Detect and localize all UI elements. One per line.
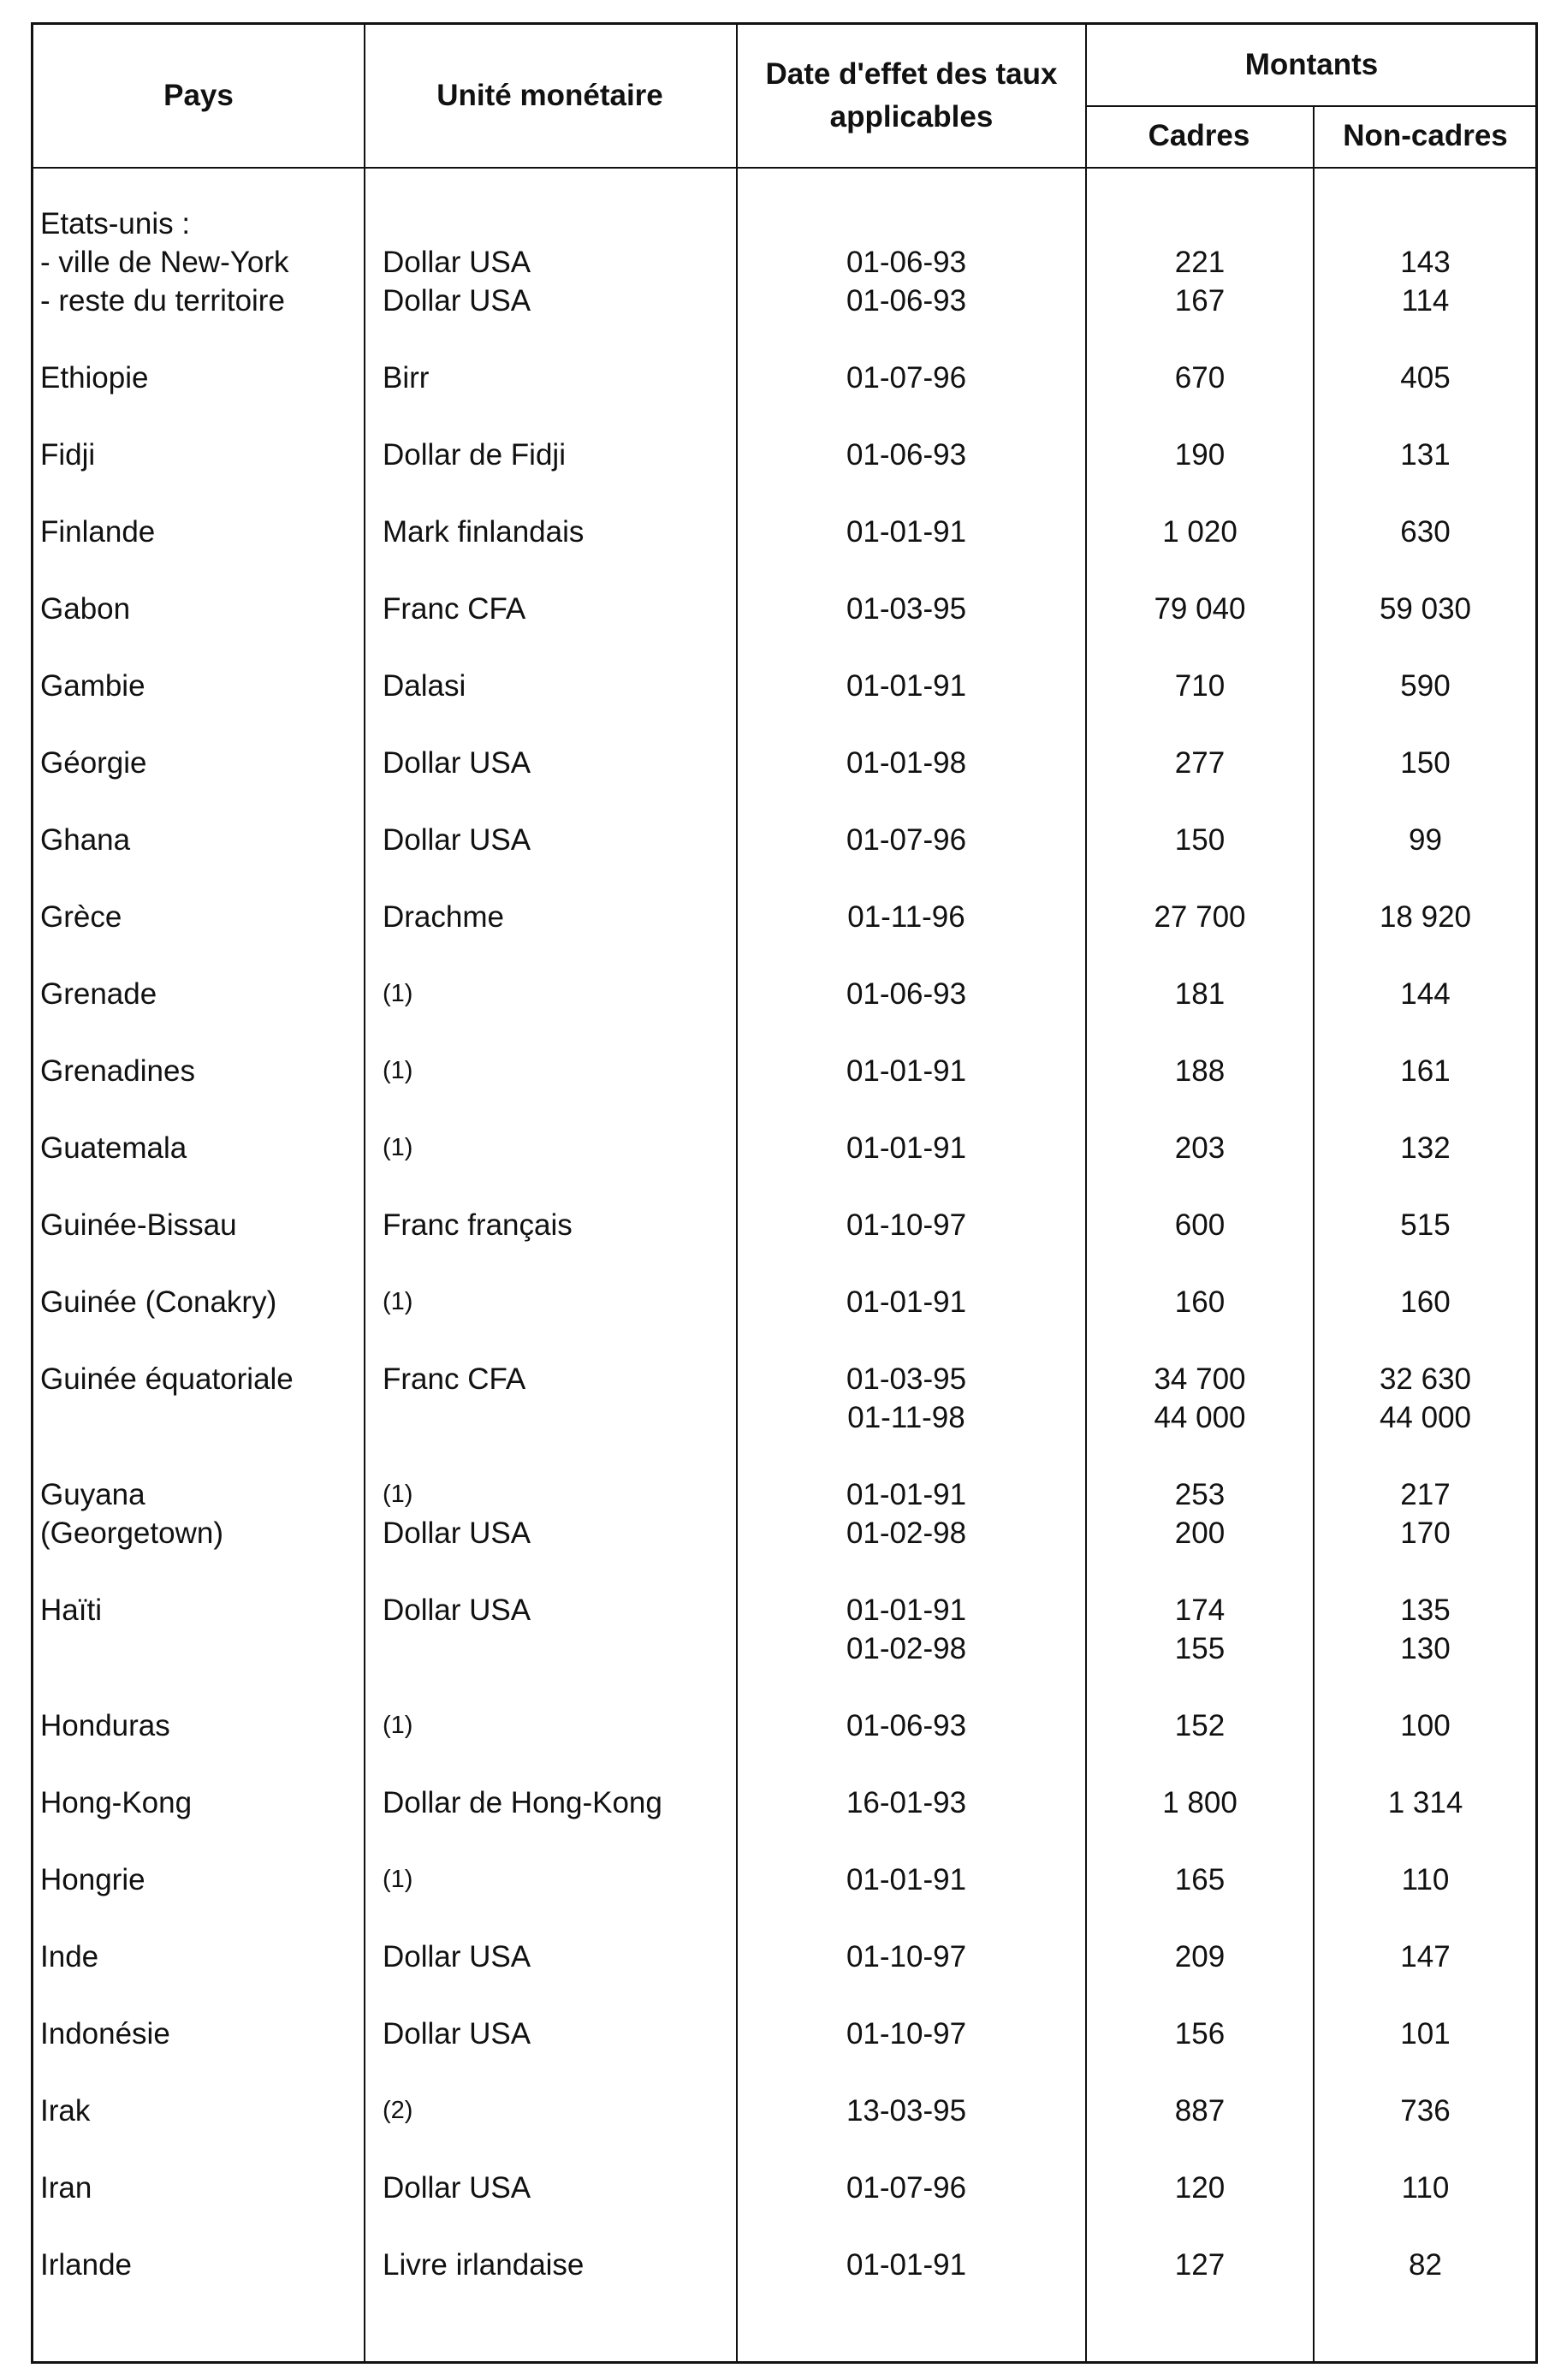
cell-pays: Hong-Kong xyxy=(40,1786,193,1819)
cell-non-cadres: 144 xyxy=(1400,977,1451,1011)
cell-date-effet: 01-10-97 xyxy=(846,2017,967,2051)
cell-pays: (Georgetown) xyxy=(40,1516,223,1550)
cell-cadres: 160 xyxy=(1174,1285,1226,1319)
cell-cadres: 203 xyxy=(1174,1131,1226,1165)
table-row xyxy=(33,1052,1535,1090)
cell-non-cadres: 114 xyxy=(1401,284,1450,318)
cell-cadres: 34 700 xyxy=(1154,1362,1246,1396)
table-row xyxy=(33,1938,1535,1976)
cell-pays: - reste du territoire xyxy=(40,284,285,318)
cell-unite-monetaire: (1) xyxy=(383,1712,413,1739)
cell-date-effet: 01-01-91 xyxy=(846,1863,967,1896)
cell-non-cadres: 736 xyxy=(1400,2094,1451,2128)
cell-unite-monetaire: (1) xyxy=(383,1134,413,1161)
rates-table xyxy=(31,22,1538,2364)
cell-non-cadres: 405 xyxy=(1400,361,1451,395)
cell-non-cadres: 101 xyxy=(1400,2017,1451,2051)
cell-pays: Grèce xyxy=(40,900,122,934)
cell-date-effet: 01-01-98 xyxy=(846,746,967,780)
cell-cadres: 120 xyxy=(1174,2171,1226,2205)
cell-unite-monetaire: Drachme xyxy=(383,900,504,934)
cell-non-cadres: 217 xyxy=(1400,1478,1451,1511)
table-row xyxy=(33,1129,1535,1167)
cell-non-cadres: 32 630 xyxy=(1379,1362,1472,1396)
cell-unite-monetaire: (1) xyxy=(383,980,413,1007)
cell-date-effet: 01-01-91 xyxy=(846,1594,967,1627)
header-bottom-line xyxy=(33,167,1535,169)
cell-non-cadres: 59 030 xyxy=(1379,592,1472,626)
cell-non-cadres: 100 xyxy=(1400,1709,1451,1742)
table-row xyxy=(33,1706,1535,1745)
cell-cadres: 887 xyxy=(1174,2094,1226,2128)
cell-date-effet: 01-11-98 xyxy=(847,1401,965,1434)
cell-non-cadres: 99 xyxy=(1409,823,1442,857)
cell-unite-monetaire: (1) xyxy=(383,1288,413,1315)
cell-unite-monetaire: Dollar USA xyxy=(383,246,531,279)
cell-cadres: 1 800 xyxy=(1162,1786,1238,1819)
cell-cadres: 190 xyxy=(1174,438,1226,472)
table-row xyxy=(33,744,1535,782)
cell-date-effet: 01-06-93 xyxy=(846,438,967,472)
cell-pays: Finlande xyxy=(40,515,156,549)
cell-pays: Guinée-Bissau xyxy=(40,1208,237,1242)
cell-date-effet: 01-06-93 xyxy=(846,1709,967,1742)
cell-cadres: 150 xyxy=(1174,823,1226,857)
cell-pays: Hongrie xyxy=(40,1863,145,1896)
cell-date-effet: 13-03-95 xyxy=(846,2094,967,2128)
cell-cadres: 277 xyxy=(1174,746,1226,780)
cell-non-cadres: 160 xyxy=(1400,1285,1451,1319)
cell-cadres: 44 000 xyxy=(1154,1401,1246,1434)
table-row xyxy=(33,1206,1535,1244)
header-unite-monetaire: Unité monétaire xyxy=(436,79,663,112)
cell-unite-monetaire: Dollar de Fidji xyxy=(383,438,566,472)
cell-non-cadres: 130 xyxy=(1400,1632,1451,1665)
cell-non-cadres: 135 xyxy=(1400,1594,1451,1627)
cell-cadres: 600 xyxy=(1174,1208,1226,1242)
cell-non-cadres: 82 xyxy=(1409,2248,1442,2282)
cell-pays: Iran xyxy=(40,2171,92,2205)
cell-pays: Guinée équatoriale xyxy=(40,1362,294,1396)
cell-non-cadres: 590 xyxy=(1400,669,1451,703)
cell-non-cadres: 110 xyxy=(1401,2171,1450,2205)
table-row xyxy=(33,667,1535,705)
cell-pays: Grenadines xyxy=(40,1054,195,1088)
cell-cadres: 253 xyxy=(1174,1478,1226,1511)
cell-unite-monetaire: (1) xyxy=(383,1866,413,1893)
cell-cadres: 27 700 xyxy=(1154,900,1246,934)
cell-date-effet: 16-01-93 xyxy=(846,1786,967,1819)
table-row xyxy=(33,898,1535,936)
cell-date-effet: 01-06-93 xyxy=(846,246,967,279)
cell-unite-monetaire: Dollar USA xyxy=(383,2017,531,2051)
cell-unite-monetaire: Dollar USA xyxy=(383,746,531,780)
cell-pays: Haïti xyxy=(40,1594,102,1627)
cell-non-cadres: 150 xyxy=(1400,746,1451,780)
cell-pays: Guyana xyxy=(40,1478,145,1511)
cell-pays: Indonésie xyxy=(40,2017,170,2051)
cell-cadres: 710 xyxy=(1174,669,1226,703)
cell-non-cadres: 1 314 xyxy=(1387,1786,1463,1819)
table-row xyxy=(33,513,1535,551)
cell-unite-monetaire: (2) xyxy=(383,2097,413,2124)
cell-pays: Gambie xyxy=(40,669,145,703)
table-row xyxy=(33,975,1535,1013)
cell-date-effet: 01-10-97 xyxy=(846,1940,967,1973)
cell-date-effet: 01-01-91 xyxy=(846,1478,967,1511)
cell-pays: Ghana xyxy=(40,823,131,857)
table-row xyxy=(33,436,1535,474)
cell-cadres: 156 xyxy=(1174,2017,1226,2051)
cell-cadres: 152 xyxy=(1174,1709,1226,1742)
cell-pays: Inde xyxy=(40,1940,99,1973)
cell-cadres: 1 020 xyxy=(1162,515,1238,549)
cell-unite-monetaire: Dollar USA xyxy=(383,823,531,857)
cell-unite-monetaire: Birr xyxy=(383,361,430,395)
table-row xyxy=(33,2246,1535,2284)
cell-cadres: 188 xyxy=(1174,1054,1226,1088)
cell-date-effet: 01-02-98 xyxy=(846,1632,967,1665)
table-row xyxy=(33,1861,1535,1899)
cell-pays: Irlande xyxy=(40,2248,133,2282)
cell-non-cadres: 143 xyxy=(1400,246,1451,279)
header-pays: Pays xyxy=(163,79,234,112)
cell-non-cadres: 132 xyxy=(1400,1131,1451,1165)
table-row xyxy=(33,359,1535,397)
cell-cadres: 174 xyxy=(1174,1594,1226,1627)
cell-date-effet: 01-01-91 xyxy=(846,515,967,549)
cell-pays: Irak xyxy=(40,2094,91,2128)
cell-date-effet: 01-11-96 xyxy=(847,900,965,934)
table-row xyxy=(33,1283,1535,1321)
cell-cadres: 79 040 xyxy=(1154,592,1246,626)
cell-date-effet: 01-01-91 xyxy=(846,1054,967,1088)
cell-date-effet: 01-02-98 xyxy=(846,1516,967,1550)
cell-unite-monetaire: Dollar USA xyxy=(383,2171,531,2205)
cell-date-effet: 01-07-96 xyxy=(846,2171,967,2205)
cell-unite-monetaire: Franc CFA xyxy=(383,592,526,626)
cell-unite-monetaire: (1) xyxy=(383,1057,413,1084)
header-montants: Montants xyxy=(1244,48,1379,81)
cell-date-effet: 01-01-91 xyxy=(846,669,967,703)
cell-unite-monetaire: Dollar USA xyxy=(383,1940,531,1973)
cell-non-cadres: 44 000 xyxy=(1379,1401,1472,1434)
cell-pays: Honduras xyxy=(40,1709,170,1742)
cell-pays: Gabon xyxy=(40,592,131,626)
table-row xyxy=(33,1475,1535,1552)
cell-cadres: 165 xyxy=(1174,1863,1226,1896)
cell-non-cadres: 147 xyxy=(1400,1940,1451,1973)
cell-non-cadres: 170 xyxy=(1400,1516,1451,1550)
header-non-cadres: Non-cadres xyxy=(1343,119,1508,152)
cell-unite-monetaire: Franc français xyxy=(383,1208,573,1242)
cell-pays: Géorgie xyxy=(40,746,147,780)
table-row xyxy=(33,821,1535,859)
table-row xyxy=(33,205,1535,320)
cell-pays: - ville de New-York xyxy=(40,246,289,279)
cell-pays: Fidji xyxy=(40,438,96,472)
cell-unite-monetaire: (1) xyxy=(383,1481,413,1508)
cell-unite-monetaire: Dollar USA xyxy=(383,284,531,318)
cell-pays: Ethiopie xyxy=(40,361,149,395)
cell-pays: Etats-unis : xyxy=(40,207,191,240)
table-row xyxy=(33,590,1535,628)
cell-cadres: 209 xyxy=(1174,1940,1226,1973)
table-row xyxy=(33,1591,1535,1668)
cell-date-effet: 01-10-97 xyxy=(846,1208,967,1242)
cell-unite-monetaire: Dalasi xyxy=(383,669,466,703)
cell-non-cadres: 18 920 xyxy=(1379,900,1472,934)
header-cadres: Cadres xyxy=(1148,119,1250,152)
cell-cadres: 670 xyxy=(1174,361,1226,395)
cell-cadres: 181 xyxy=(1174,977,1226,1011)
cell-date-effet: 01-07-96 xyxy=(846,361,967,395)
cell-pays: Grenade xyxy=(40,977,157,1011)
cell-date-effet: 01-07-96 xyxy=(846,823,967,857)
table-row xyxy=(33,2169,1535,2207)
table-row xyxy=(33,1360,1535,1437)
cell-date-effet: 01-01-91 xyxy=(846,2248,967,2282)
cell-pays: Guinée (Conakry) xyxy=(40,1285,277,1319)
cell-unite-monetaire: Mark finlandais xyxy=(383,515,585,549)
table-row xyxy=(33,2015,1535,2053)
cell-unite-monetaire: Dollar de Hong-Kong xyxy=(383,1786,662,1819)
cell-date-effet: 01-01-91 xyxy=(846,1131,967,1165)
cell-unite-monetaire: Dollar USA xyxy=(383,1594,531,1627)
cell-cadres: 200 xyxy=(1174,1516,1226,1550)
cell-non-cadres: 515 xyxy=(1400,1208,1451,1242)
table-row xyxy=(33,1784,1535,1822)
cell-unite-monetaire: Dollar USA xyxy=(383,1516,531,1550)
table-row xyxy=(33,2092,1535,2130)
cell-cadres: 167 xyxy=(1174,284,1226,318)
cell-pays: Guatemala xyxy=(40,1131,187,1165)
cell-non-cadres: 110 xyxy=(1401,1863,1450,1896)
cell-unite-monetaire: Franc CFA xyxy=(383,1362,526,1396)
cell-date-effet: 01-03-95 xyxy=(846,1362,967,1396)
cell-cadres: 127 xyxy=(1174,2248,1226,2282)
cell-date-effet: 01-06-93 xyxy=(846,284,967,318)
header-date-effet: Date d'effet des taux applicables xyxy=(765,57,1058,134)
cell-non-cadres: 161 xyxy=(1400,1054,1451,1088)
cell-date-effet: 01-01-91 xyxy=(846,1285,967,1319)
cell-unite-monetaire: Livre irlandaise xyxy=(383,2248,585,2282)
cell-date-effet: 01-03-95 xyxy=(846,592,967,626)
cell-cadres: 221 xyxy=(1174,246,1226,279)
cell-non-cadres: 630 xyxy=(1400,515,1451,549)
cell-cadres: 155 xyxy=(1174,1632,1226,1665)
cell-date-effet: 01-06-93 xyxy=(846,977,967,1011)
cell-non-cadres: 131 xyxy=(1400,438,1451,472)
